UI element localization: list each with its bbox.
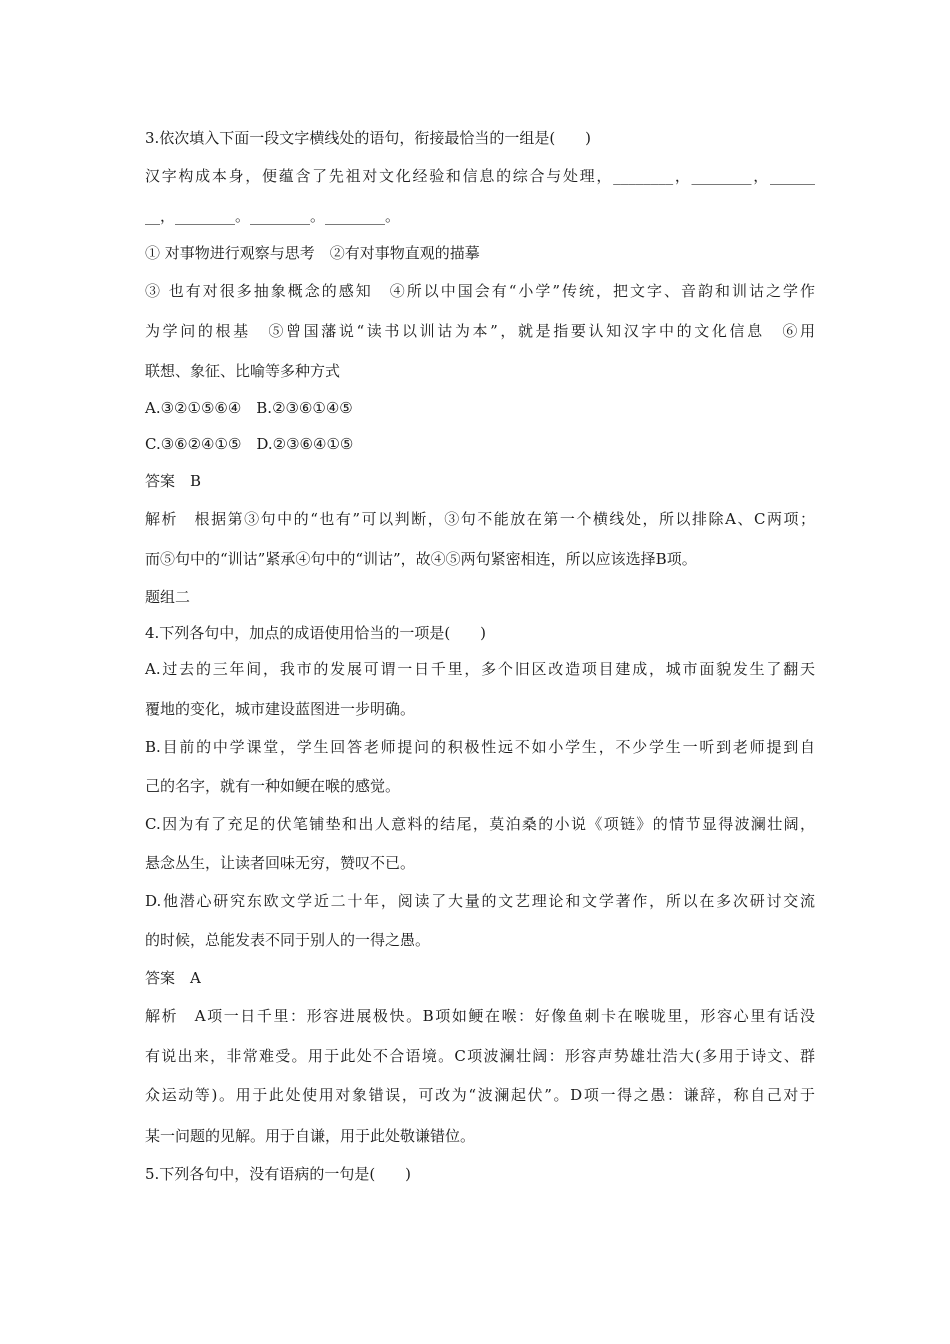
q4-stem: 4.下列各句中，加点的成语使用恰当的一项是( ) xyxy=(145,624,487,642)
q3-option-list-line-4: 联想、象征、比喻等多种方式 xyxy=(145,362,341,380)
q4-option-d-line-2: 的时候，总能发表不同于别人的一得之愚。 xyxy=(145,931,431,949)
q3-option-list-line-1: ① 对事物进行观察与思考 ②有对事物直观的描摹 xyxy=(145,244,480,262)
q3-answer: 答案 B xyxy=(145,472,202,490)
q4-analysis-line-3: 众运动等)。用于此处使用对象错误，可改为“波澜起伏”。D项一得之愚：谦辞，称自己对于 xyxy=(145,1086,815,1104)
q4-analysis-line-4: 某一问题的见解。用于自谦，用于此处敬谦错位。 xyxy=(145,1127,476,1145)
q3-choices-cd: C.③⑥②④①⑤ D.②③⑥④①⑤ xyxy=(145,435,354,453)
q4-option-a-line-1: A.过去的三年间，我市的发展可谓一日千里，多个旧区改造项目建成，城市面貌发生了翻天 xyxy=(145,660,815,678)
q4-option-b-line-1: B.目前的中学课堂，学生回答老师提问的积极性远不如小学生，不少学生一听到老师提到自 xyxy=(145,738,815,756)
section-heading: 题组二 xyxy=(145,588,191,606)
q3-passage-line-2: __，________。________。________。 xyxy=(145,207,401,225)
q4-option-b-line-2: 己的名字，就有一种如鲠在喉的感觉。 xyxy=(145,777,401,795)
q3-stem: 3.依次填入下面一段文字横线处的语句，衔接最恰当的一组是( ) xyxy=(145,129,592,147)
q4-analysis-line-1: 解析 A项一日千里：形容进展极快。B项如鲠在喉：好像鱼刺卡在喉咙里，形容心里有话没 xyxy=(145,1007,815,1025)
q4-option-c-line-1: C.因为有了充足的伏笔铺垫和出人意料的结尾，莫泊桑的小说《项链》的情节显得波澜壮阔， xyxy=(145,815,815,833)
q4-option-c-line-2: 悬念丛生，让读者回味无穷，赞叹不已。 xyxy=(145,854,416,872)
q3-analysis-line-1: 解析 根据第③句中的“也有”可以判断，③句不能放在第一个横线处，所以排除A、C两项； xyxy=(145,510,815,528)
q3-passage-line-1: 汉字构成本身，便蕴含了先祖对文化经验和信息的综合与处理，________，________，______ xyxy=(145,167,815,185)
q3-option-list-line-3: 为学问的根基 ⑤曾国藩说“读书以训诂为本”，就是指要认知汉字中的文化信息 ⑥用 xyxy=(145,322,815,340)
q4-answer: 答案 A xyxy=(145,969,201,987)
q5-stem: 5.下列各句中，没有语病的一句是( ) xyxy=(145,1165,412,1183)
q3-choices-ab: A.③②①⑤⑥④ B.②③⑥①④⑤ xyxy=(145,399,353,417)
q3-option-list-line-2: ③ 也有对很多抽象概念的感知 ④所以中国会有“小学”传统，把文字、音韵和训诂之学作 xyxy=(145,282,815,300)
q4-analysis-line-2: 有说出来，非常难受。用于此处不合语境。C项波澜壮阔：形容声势雄壮浩大(多用于诗文、群 xyxy=(145,1047,815,1065)
q3-analysis-line-2: 而⑤句中的“训诂”紧承④句中的“训诂”，故④⑤两句紧密相连，所以应该选择B项。 xyxy=(145,550,697,568)
q4-option-d-line-1: D.他潜心研究东欧文学近二十年，阅读了大量的文艺理论和文学著作，所以在多次研讨交流 xyxy=(145,892,815,910)
q4-option-a-line-2: 覆地的变化，城市建设蓝图进一步明确。 xyxy=(145,700,416,718)
